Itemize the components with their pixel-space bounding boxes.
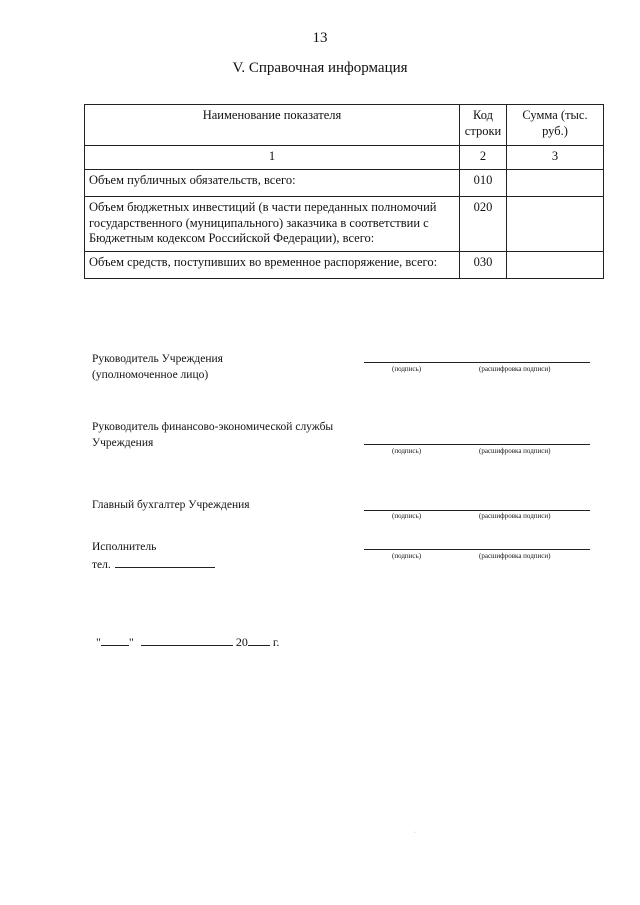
table-row	[85, 197, 604, 252]
row-sum	[507, 197, 604, 252]
row-name: Объем средств, поступивших во временное распоряжение, всего:	[85, 252, 460, 279]
director-label	[92, 352, 223, 383]
signature-caption: (подпись)	[392, 447, 422, 455]
row-name: Объем публичных обязательств, всего:	[85, 170, 460, 197]
column-numbers-row	[85, 146, 604, 170]
finance-head-signature-line	[364, 444, 590, 445]
decoding-caption: (расшифровка подписи)	[479, 365, 551, 373]
year-suffix: г.	[272, 635, 280, 649]
row-sum	[507, 170, 604, 197]
decoding-caption: (расшифровка подписи)	[479, 552, 551, 560]
day-blank	[101, 634, 129, 646]
chief-accountant-label: Главный бухгалтер Учреждения	[92, 499, 250, 511]
phone-label: тел.	[92, 559, 111, 571]
table-header-row	[85, 105, 604, 146]
header-indicator-name: Наименование показателя	[85, 105, 460, 146]
date-quote-close: "	[128, 635, 134, 649]
date-line	[96, 634, 279, 650]
column-number: 3	[507, 146, 604, 170]
scan-dot: ·	[414, 830, 416, 836]
table-row	[85, 252, 604, 279]
year-prefix: 20	[235, 635, 248, 649]
section-title: V. Справочная информация	[232, 60, 408, 76]
chief-accountant-signature-line	[364, 510, 590, 511]
row-code: 020	[460, 197, 507, 252]
decoding-caption: (расшифровка подписи)	[479, 512, 551, 520]
row-sum	[507, 252, 604, 279]
director-title: Руководитель Учреждения	[92, 353, 223, 365]
row-code: 010	[460, 170, 507, 197]
header-amount: Сумма (тыс. руб.)	[507, 105, 604, 146]
date-quote-open: "	[96, 635, 101, 649]
column-number: 1	[85, 146, 460, 170]
phone-blank-line	[115, 557, 215, 568]
row-code: 030	[460, 252, 507, 279]
signature-caption: (подпись)	[392, 552, 422, 560]
executor-signature-line	[364, 549, 590, 550]
finance-head-subtitle: Учреждения	[92, 436, 154, 449]
table-row	[85, 170, 604, 197]
month-blank	[141, 634, 233, 646]
signature-caption: (подпись)	[392, 365, 422, 373]
director-subtitle: (уполномоченное лицо)	[92, 368, 209, 381]
row-name: Объем бюджетных инвестиций (в части переданных полномочий государственного (муниципального) заказчика в соответствии с Бюджетным кодексом Российской Федерации), всего:	[85, 197, 460, 252]
decoding-caption: (расшифровка подписи)	[479, 447, 551, 455]
year-blank	[248, 634, 270, 646]
director-signature-line	[364, 362, 590, 363]
page-number: 13	[312, 30, 328, 46]
executor-label: Исполнитель	[92, 541, 157, 553]
finance-head-label	[92, 420, 333, 451]
reference-info-table	[84, 104, 604, 279]
signature-caption: (подпись)	[392, 512, 422, 520]
finance-head-title: Руководитель финансово-экономической службы	[92, 421, 334, 433]
header-row-code: Код строки	[460, 105, 507, 146]
column-number: 2	[460, 146, 507, 170]
executor-phone	[92, 557, 215, 571]
